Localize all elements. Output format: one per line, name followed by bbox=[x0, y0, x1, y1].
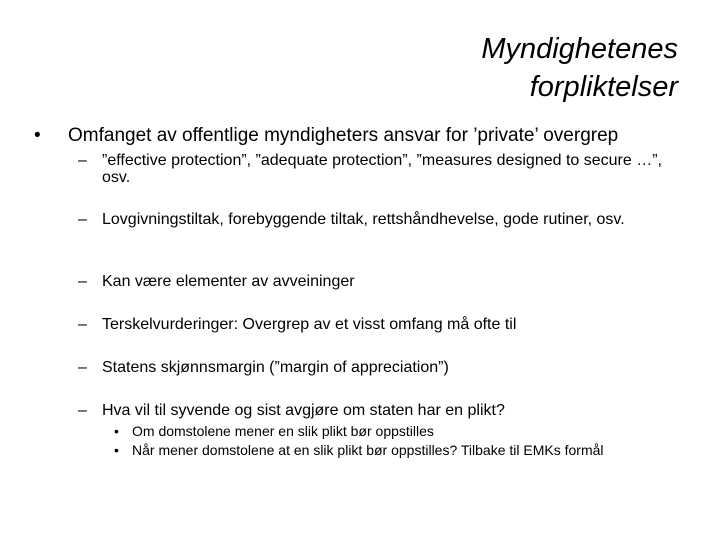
sub-point bbox=[78, 402, 678, 419]
dash-marker: – bbox=[78, 359, 87, 376]
dash-marker: – bbox=[78, 273, 87, 290]
dash-marker: – bbox=[78, 402, 87, 419]
sub-point-text: Hva vil til syvende og sist avgjøre om staten har en plikt? bbox=[102, 402, 505, 419]
slide-title bbox=[258, 30, 678, 106]
sub-point bbox=[78, 316, 678, 333]
sub-point-text: Terskelvurderinger: Overgrep av et visst omfang må ofte til bbox=[102, 316, 517, 333]
title-line-1: Myndighetenes bbox=[481, 33, 678, 65]
sub-point bbox=[78, 211, 678, 228]
dash-marker: – bbox=[78, 316, 87, 333]
sub-point-text: Kan være elementer av avveininger bbox=[102, 273, 355, 290]
dash-marker: – bbox=[78, 211, 87, 228]
sub-point-text: ”effective protection”, ”adequate protection”, ”measures designed to secure …”, osv. bbox=[102, 152, 662, 186]
sub-point-text: Lovgivningstiltak, forebyggende tiltak, rettshåndhevelse, gode rutiner, osv. bbox=[102, 211, 625, 228]
sub-point bbox=[78, 359, 678, 376]
sub-sub-point-text: Når mener domstolene at en slik plikt bør oppstilles? Tilbake til EMKs formål bbox=[132, 442, 604, 458]
sub-sub-point-text: Om domstolene mener en slik plikt bør oppstilles bbox=[132, 423, 434, 439]
bullet-marker: • bbox=[114, 423, 119, 439]
title-line-2: forpliktelser bbox=[529, 71, 678, 103]
main-point-text: Omfanget av offentlige myndigheters ansvar for ’private’ overgrep bbox=[68, 125, 619, 146]
sub-point bbox=[78, 273, 678, 290]
bullet-marker: • bbox=[114, 442, 119, 458]
sub-point bbox=[78, 152, 678, 186]
sub-sub-point bbox=[114, 441, 694, 459]
sub-sub-point bbox=[114, 422, 694, 440]
sub-point-text: Statens skjønnsmargin (”margin of appreciation”) bbox=[102, 359, 449, 376]
dash-marker: – bbox=[78, 152, 87, 169]
bullet-marker: • bbox=[34, 125, 41, 146]
